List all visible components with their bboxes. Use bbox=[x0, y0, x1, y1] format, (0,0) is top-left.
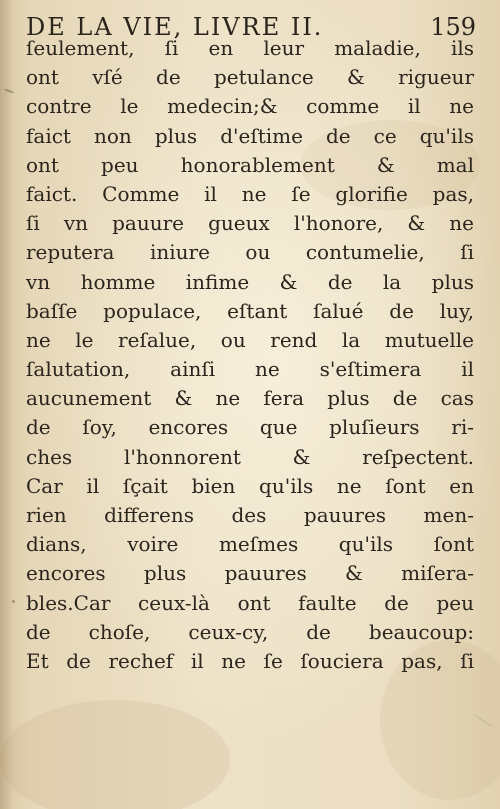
text-line: ont peu honorablement & mal bbox=[26, 152, 474, 177]
text-line: ſi vn pauure gueux l'honore, & ne bbox=[26, 211, 474, 236]
text-line: Car il ſçait bien qu'ils ne ſont en bbox=[26, 473, 474, 498]
text-line: faict. Comme il ne ſe glorifie pas, bbox=[26, 181, 474, 206]
text-line: Et de rechef il ne ſe ſouciera pas, ſi bbox=[26, 648, 474, 673]
text-line: encores plus pauures & miſera- bbox=[26, 561, 474, 586]
text-line: reputera iniure ou contumelie, ſi bbox=[26, 240, 474, 265]
text-line: baſſe populace, eſtant ſalué de luy, bbox=[26, 298, 474, 323]
text-line: faict non plus d'eſtime de ce qu'ils bbox=[26, 123, 474, 148]
text-line: de choſe, ceux-cy, de beaucoup: bbox=[26, 619, 474, 644]
paper-speck bbox=[474, 714, 493, 727]
text-line: ont vſé de petulance & rigueur bbox=[26, 65, 474, 90]
text-line: vn homme infime & de la plus bbox=[26, 269, 474, 294]
text-line: dians, voire meſmes qu'ils ſont bbox=[26, 532, 474, 557]
text-line: de ſoy, encores que pluſieurs ri- bbox=[26, 415, 474, 440]
text-line: aucunement & ne fera plus de cas bbox=[26, 386, 474, 411]
text-line: ne le reſalue, ou rend la mutuelle bbox=[26, 327, 474, 352]
running-title: DE LA VIE, LIVRE II. bbox=[26, 13, 324, 41]
text-line: contre le medecin;& comme il ne bbox=[26, 94, 474, 119]
text-line: bles.Car ceux-là ont faulte de peu bbox=[26, 590, 474, 615]
paper-speck bbox=[12, 600, 15, 603]
text-line: ches l'honnorent & reſpectent. bbox=[26, 444, 474, 469]
paper-stain bbox=[0, 700, 230, 809]
page-gutter-shadow bbox=[0, 0, 14, 809]
body-text bbox=[26, 34, 474, 676]
text-line: ſalutation, ainſi ne s'eſtimera il bbox=[26, 357, 474, 382]
page-number: 159 bbox=[430, 13, 476, 41]
text-line: ſeulement, ſi en leur maladie, ils bbox=[26, 36, 474, 60]
text-line: rien differens des pauures men- bbox=[26, 503, 474, 527]
